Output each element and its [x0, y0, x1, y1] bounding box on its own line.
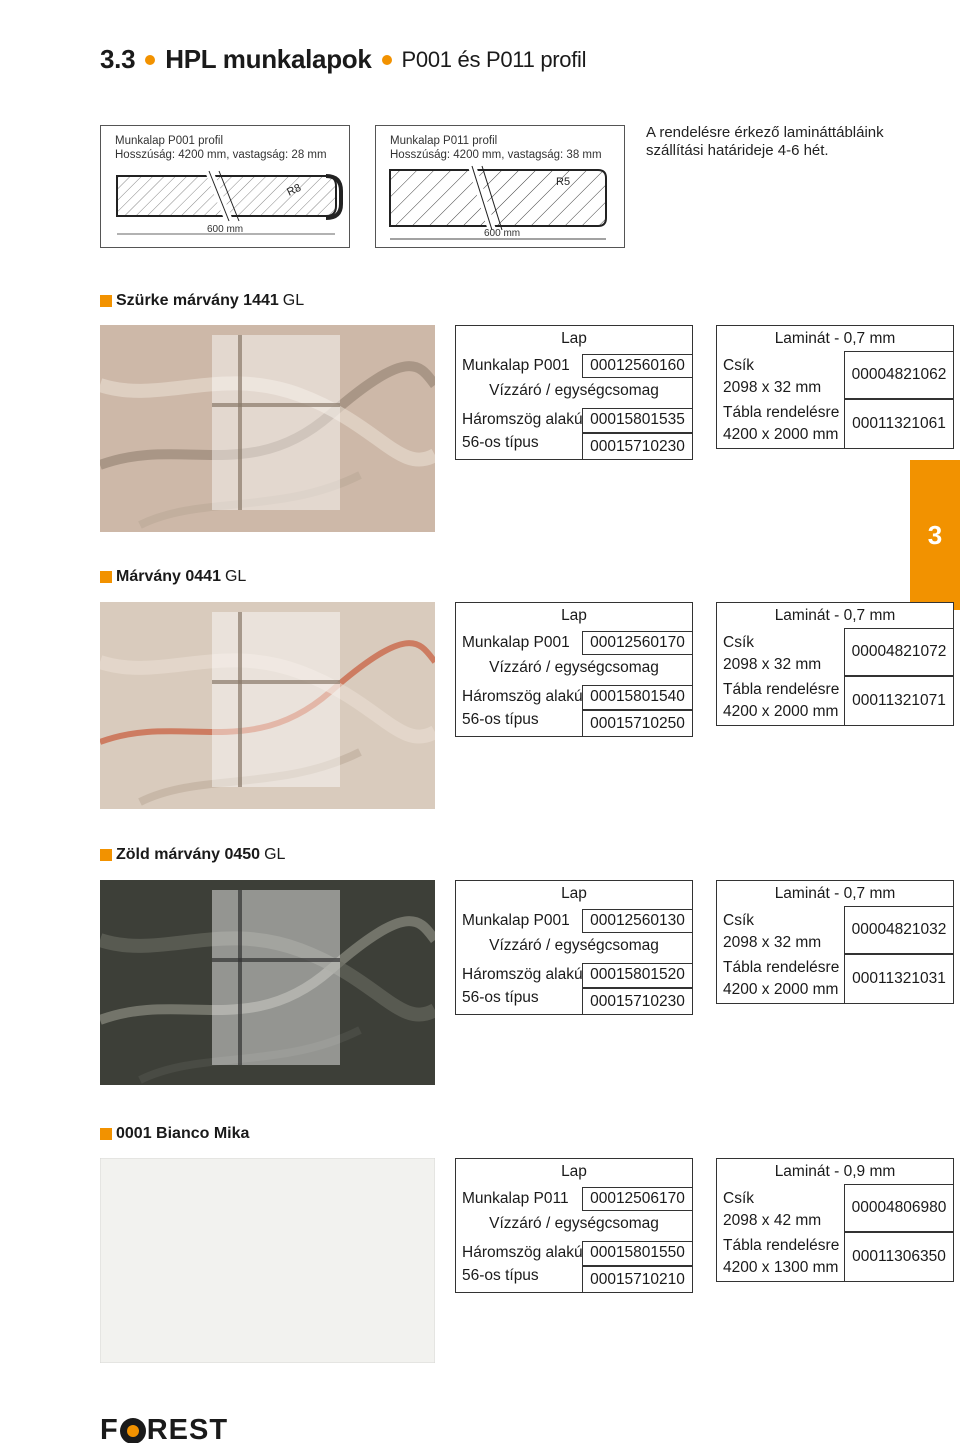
csik-code: 00004821032 — [844, 906, 954, 954]
lap-row4-code: 00015710250 — [582, 710, 693, 737]
lap-row1-label: Munkalap P001 — [462, 912, 570, 929]
csik-size: 2098 x 32 mm — [723, 934, 822, 951]
section-heading — [100, 568, 246, 586]
lap-row1-code: 00012506170 — [582, 1187, 693, 1211]
lap-row1-label: Munkalap P001 — [462, 634, 570, 651]
csik-label: Csík — [723, 912, 754, 929]
lap-row3-code: 00015801550 — [582, 1241, 693, 1266]
lap-row2-label: Vízzáró / egységcsomag — [489, 1215, 659, 1232]
laminat-table — [716, 1158, 954, 1282]
section-number: 3.3 — [100, 44, 136, 74]
lap-row2-label: Vízzáró / egységcsomag — [489, 937, 659, 954]
profile-p011-radius-label: R5 — [556, 176, 571, 188]
profile-p011-drawing-icon — [376, 126, 626, 249]
product-swatch — [100, 602, 435, 809]
tabla-label: Tábla rendelésre — [723, 404, 840, 421]
logo-circle-icon — [120, 1418, 146, 1443]
laminat-table — [716, 325, 954, 449]
csik-label: Csík — [723, 357, 754, 374]
csik-label: Csík — [723, 634, 754, 651]
lap-row2-label: Vízzáró / egységcsomag — [489, 382, 659, 399]
product-suffix: GL — [282, 292, 305, 309]
csik-code: 00004821062 — [844, 351, 954, 399]
swatch-texture-icon — [100, 1158, 435, 1363]
profile-p001-caption: Munkalap P001 profil Hosszúság: 4200 mm, vastagság: 28 mm — [115, 135, 327, 161]
laminat-header: Laminát - 0,7 mm — [774, 885, 896, 902]
product-suffix: GL — [224, 568, 247, 585]
csik-label: Csík — [723, 1190, 754, 1207]
csik-size: 2098 x 32 mm — [723, 379, 822, 396]
lap-row1-label: Munkalap P001 — [462, 357, 570, 374]
profile-p011-box — [375, 125, 625, 248]
profile-p011-caption: Munkalap P011 profil Hosszúság: 4200 mm, vastagság: 38 mm — [390, 135, 602, 161]
tabla-size: 4200 x 2000 mm — [723, 703, 839, 720]
section-heading — [100, 846, 285, 864]
lap-row3-label: Háromszög alakú — [462, 966, 583, 983]
tabla-label: Tábla rendelésre — [723, 959, 840, 976]
product-swatch — [100, 1158, 435, 1363]
page-title — [100, 44, 586, 75]
product-suffix: GL — [264, 846, 286, 863]
lap-row3-label: Háromszög alakú — [462, 688, 583, 705]
heading-square-icon — [100, 571, 112, 583]
product-name: Márvány 0441 — [116, 568, 221, 585]
lap-row2-label: Vízzáró / egységcsomag — [489, 659, 659, 676]
tabla-code: 00011321071 — [844, 676, 954, 726]
tabla-code: 00011321031 — [844, 954, 954, 1004]
laminat-table — [716, 880, 954, 1004]
lap-row3-code: 00015801540 — [582, 685, 693, 710]
tabla-size: 4200 x 1300 mm — [723, 1259, 839, 1276]
lap-row1-label: Munkalap P011 — [462, 1190, 569, 1207]
lap-row4-label: 56-os típus — [462, 434, 539, 451]
profile-p001-width-label: 600 mm — [207, 224, 244, 235]
csik-size: 2098 x 32 mm — [723, 656, 822, 673]
lap-row4-label: 56-os típus — [462, 989, 539, 1006]
heading-square-icon — [100, 849, 112, 861]
lap-row4-label: 56-os típus — [462, 1267, 539, 1284]
lap-row4-label: 56-os típus — [462, 711, 539, 728]
tabla-label: Tábla rendelésre — [723, 1237, 840, 1254]
csik-code: 00004821072 — [844, 628, 954, 676]
section-heading — [100, 292, 304, 310]
product-name: Zöld márvány 0450 — [116, 846, 261, 863]
product-swatch — [100, 880, 435, 1085]
lap-row1-code: 00012560160 — [582, 354, 693, 378]
forest-logo: F REST — [100, 1414, 229, 1443]
lap-table — [455, 880, 693, 1015]
lap-table — [455, 1158, 693, 1293]
laminat-table — [716, 602, 954, 726]
profile-p001-radius-label: R8 — [285, 181, 304, 199]
product-name: 0001 Bianco Mika — [116, 1125, 250, 1142]
laminat-header: Laminát - 0,7 mm — [774, 607, 896, 624]
section-heading — [100, 1125, 253, 1143]
profile-p001-box — [100, 125, 350, 248]
csik-size: 2098 x 42 mm — [723, 1212, 822, 1229]
product-name: Szürke márvány 1441 — [116, 292, 279, 309]
lap-header: Lap — [561, 1163, 587, 1180]
lap-row4-code: 00015710230 — [582, 433, 693, 460]
lap-row3-code: 00015801520 — [582, 963, 693, 988]
lap-table — [455, 602, 693, 737]
swatch-texture-icon — [100, 325, 435, 532]
lap-row1-code: 00012560130 — [582, 909, 693, 933]
subtitle-dot-icon — [382, 55, 392, 65]
profile-p011-width-label: 600 mm — [484, 228, 521, 239]
lap-row4-code: 00015710210 — [582, 1266, 693, 1293]
laminat-header: Laminát - 0,7 mm — [774, 330, 896, 347]
swatch-texture-icon — [100, 880, 435, 1085]
laminat-header: Laminát - 0,9 mm — [774, 1163, 896, 1180]
lap-header: Lap — [561, 330, 587, 347]
tabla-code: 00011306350 — [844, 1232, 954, 1282]
tabla-label: Tábla rendelésre — [723, 681, 840, 698]
lap-row3-code: 00015801535 — [582, 408, 693, 433]
lap-row3-label: Háromszög alakú — [462, 1244, 583, 1261]
heading-square-icon — [100, 1128, 112, 1140]
lap-row3-label: Háromszög alakú — [462, 411, 583, 428]
title-text: HPL munkalapok — [165, 44, 372, 74]
csik-code: 00004806980 — [844, 1184, 954, 1232]
subtitle-text: P001 és P011 profil — [401, 46, 587, 72]
lap-row1-code: 00012560170 — [582, 631, 693, 655]
lap-header: Lap — [561, 607, 587, 624]
title-dot-icon — [145, 55, 155, 65]
tabla-size: 4200 x 2000 mm — [723, 426, 839, 443]
profile-p001-drawing-icon — [101, 126, 351, 249]
lap-row4-code: 00015710230 — [582, 988, 693, 1015]
tabla-code: 00011321061 — [844, 399, 954, 449]
swatch-texture-icon — [100, 602, 435, 809]
lap-header: Lap — [561, 885, 587, 902]
tabla-size: 4200 x 2000 mm — [723, 981, 839, 998]
chapter-tab: 3 — [910, 460, 960, 610]
product-swatch — [100, 325, 435, 532]
delivery-note: A rendelésre érkező lamináttábláink szállítási határideje 4-6 hét. — [646, 124, 884, 159]
lap-table — [455, 325, 693, 460]
heading-square-icon — [100, 295, 112, 307]
